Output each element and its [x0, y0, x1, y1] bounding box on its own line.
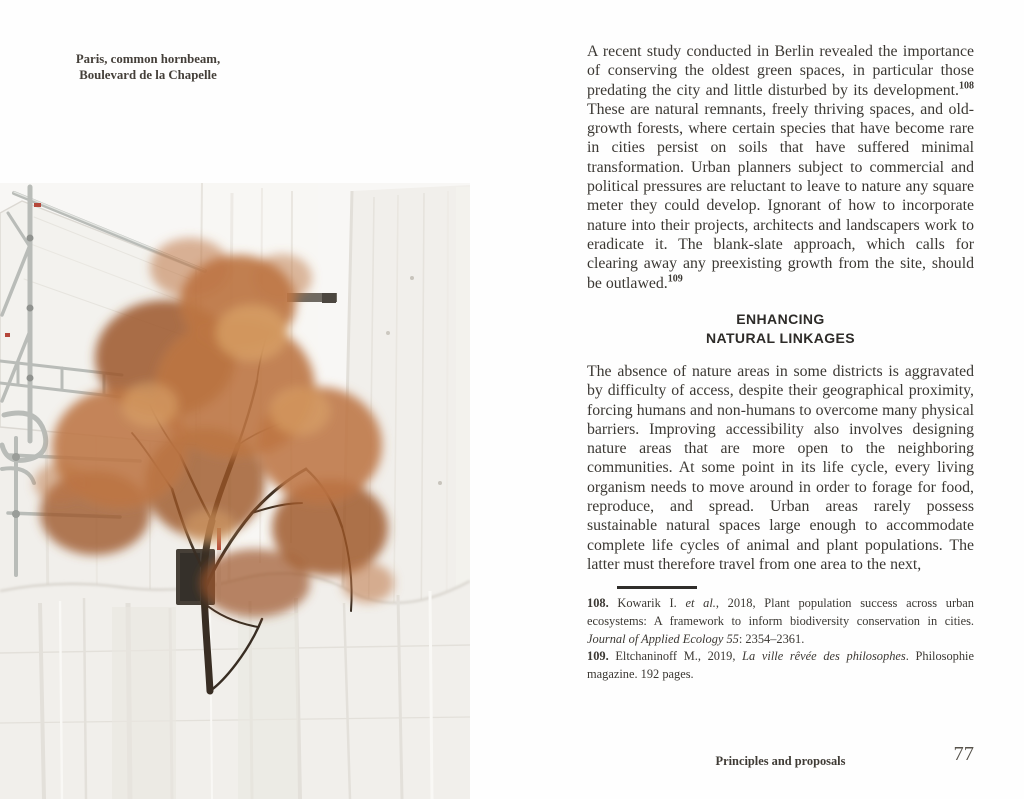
section-heading-line-1: ENHANCING	[736, 311, 825, 327]
hornbeam-photo	[0, 183, 470, 799]
page-number: 77	[953, 743, 974, 765]
text-column	[587, 0, 974, 799]
footnote-108-text-2: , 2018, Plant population success across urban ecosystems: A framework to inform biodiversity conservation in cities.	[587, 596, 974, 628]
photo-caption	[0, 51, 296, 83]
paragraph-2: The absence of nature areas in some districts is aggravated by difficulty of access, despite their geographical proximity, forcing humans and non-humans to overcome many physical barriers. Improving accessibility also involves designing nature areas that are more open to the neighboring communities. At some point in its life cycle, every living organism needs to move around in order to forage for food, reproduce, and spread. Urban areas rarely possess sustainable natural spaces large enough to accommodate complete life cycles of animal and plant populations. The latter must therefore travel from one area to the next,	[587, 363, 974, 573]
footnote-108-marker: 108.	[587, 596, 609, 610]
footnote-ref-109: 109	[667, 273, 683, 285]
footnote-108-pages: : 2354–2361.	[738, 631, 805, 646]
paragraph-1-text: A recent study conducted in Berlin revealed the importance of conserving the oldest green spaces, in particular those predating the city and little disturbed by its development.	[587, 43, 974, 99]
footnote-ref-108: 108	[959, 80, 974, 92]
footnote-108	[587, 595, 974, 648]
caption-line-1: Paris, common hornbeam,	[75, 52, 221, 66]
paragraph-1	[587, 42, 974, 293]
footnote-109-title: La ville rêvée des philosophes	[742, 649, 906, 664]
footnote-109	[587, 648, 974, 684]
footnote-108-journal: Journal of Applied Ecology 55	[587, 631, 739, 646]
footnote-109-text-2: . Philosophie magazine. 192 pages.	[587, 649, 974, 682]
footnote-108-text: Kowarik I.	[608, 596, 686, 610]
footnote-109-text: Eltchaninoff M., 2019,	[608, 649, 743, 664]
footnotes	[587, 595, 974, 684]
running-title: Principles and proposals	[715, 754, 846, 768]
footnote-109-marker: 109.	[587, 649, 609, 664]
caption-line-2: Boulevard de la Chapelle	[79, 68, 217, 82]
photo-illustration	[0, 183, 470, 799]
footnote-108-et-al: et al.	[685, 596, 716, 610]
section-heading-line-2: NATURAL LINKAGES	[706, 329, 855, 346]
paragraph-1-text-continued: These are natural remnants, freely thriving spaces, and old-growth forests, where certain species that have become rare in cities persist on soils that have suffered minimal transformation. Urban planners subject to commercial and political pressures are reluctant to leave to nature any square meter they could develop. Ignorant of how to incorporate nature into their projects, architects and landscapers work to eradicate it. The blank-slate approach, which calls for clearing away any preexisting growth from the site, should be outlawed.	[587, 100, 974, 292]
section-heading	[587, 310, 974, 347]
footnote-separator-rule	[617, 586, 697, 589]
